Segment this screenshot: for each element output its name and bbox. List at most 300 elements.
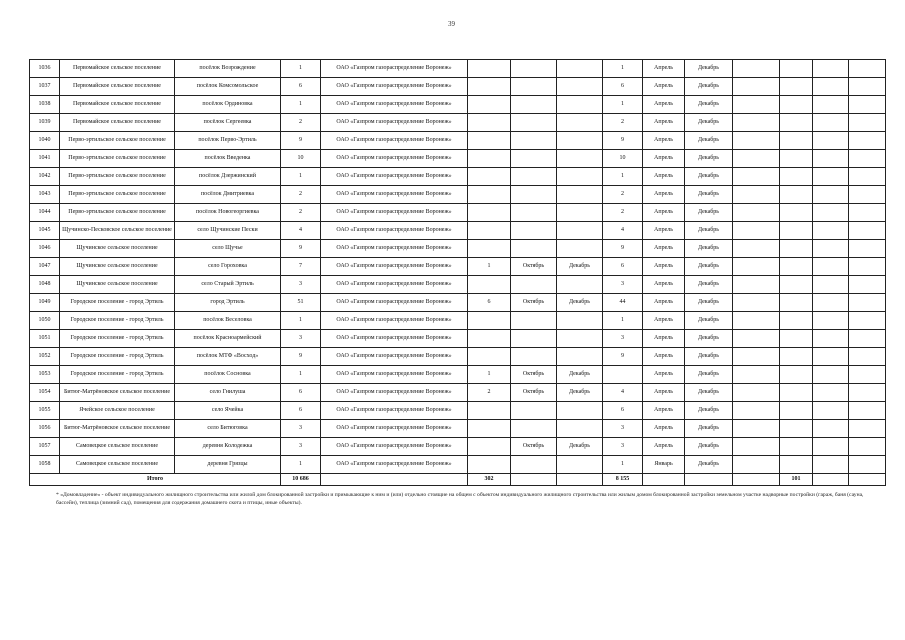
row-number: 1051 xyxy=(30,330,60,348)
households-cell: 1 xyxy=(281,168,321,186)
stage1-end-cell xyxy=(557,456,603,474)
organization-cell: ОАО «Газпром газораспределение Воронеж» xyxy=(321,366,468,384)
organization-cell: ОАО «Газпром газораспределение Воронеж» xyxy=(321,150,468,168)
extra-cell xyxy=(733,456,780,474)
households-cell: 3 xyxy=(281,438,321,456)
stage1-count-cell xyxy=(468,114,511,132)
stage1-end-cell xyxy=(557,132,603,150)
page-number: 39 xyxy=(448,20,455,28)
table-row xyxy=(30,384,886,402)
extra-cell xyxy=(780,150,813,168)
extra-cell xyxy=(780,366,813,384)
stage2-end-cell: Декабрь xyxy=(685,96,733,114)
stage1-start-cell xyxy=(511,312,557,330)
extra-cell xyxy=(780,222,813,240)
extra-cell xyxy=(849,186,886,204)
organization-cell: ОАО «Газпром газораспределение Воронеж» xyxy=(321,312,468,330)
stage1-count-cell: 6 xyxy=(468,294,511,312)
households-cell: 7 xyxy=(281,258,321,276)
settlement-cell: Щучинское сельское поселение xyxy=(60,276,175,294)
extra-cell xyxy=(813,438,849,456)
stage1-end-cell xyxy=(557,150,603,168)
table-row xyxy=(30,456,886,474)
extra-cell xyxy=(849,258,886,276)
total-empty xyxy=(733,474,780,486)
households-cell: 2 xyxy=(281,114,321,132)
stage2-count-cell: 6 xyxy=(603,402,643,420)
stage2-count-cell: 1 xyxy=(603,312,643,330)
stage1-count-cell xyxy=(468,240,511,258)
stage2-start-cell: Апрель xyxy=(643,438,685,456)
table-row xyxy=(30,96,886,114)
extra-cell xyxy=(813,222,849,240)
row-number: 1046 xyxy=(30,240,60,258)
households-cell: 1 xyxy=(281,96,321,114)
stage1-count-cell xyxy=(468,168,511,186)
locality-cell: село Щучье xyxy=(175,240,281,258)
stage2-count-cell xyxy=(603,366,643,384)
stage1-count-cell xyxy=(468,96,511,114)
row-number: 1049 xyxy=(30,294,60,312)
total-empty xyxy=(643,474,685,486)
extra-cell xyxy=(780,402,813,420)
extra-cell xyxy=(849,294,886,312)
extra-cell xyxy=(849,384,886,402)
households-cell: 3 xyxy=(281,420,321,438)
extra-cell xyxy=(780,348,813,366)
stage2-start-cell: Апрель xyxy=(643,186,685,204)
stage1-count-cell xyxy=(468,420,511,438)
stage1-count-cell xyxy=(468,348,511,366)
organization-cell: ОАО «Газпром газораспределение Воронеж» xyxy=(321,330,468,348)
stage2-count-cell: 1 xyxy=(603,456,643,474)
stage1-count-cell xyxy=(468,438,511,456)
extra-cell xyxy=(849,114,886,132)
stage1-end-cell xyxy=(557,222,603,240)
locality-cell: село Щучинские Пески xyxy=(175,222,281,240)
extra-cell xyxy=(733,168,780,186)
table-row xyxy=(30,168,886,186)
extra-cell xyxy=(733,438,780,456)
organization-cell: ОАО «Газпром газораспределение Воронеж» xyxy=(321,222,468,240)
stage2-start-cell: Апрель xyxy=(643,258,685,276)
settlement-cell: Городское поселение - город Эртиль xyxy=(60,348,175,366)
extra-cell xyxy=(733,420,780,438)
row-number: 1054 xyxy=(30,384,60,402)
locality-cell: посёлок Дзержинский xyxy=(175,168,281,186)
extra-cell xyxy=(780,312,813,330)
organization-cell: ОАО «Газпром газораспределение Воронеж» xyxy=(321,132,468,150)
extra-cell xyxy=(849,168,886,186)
extra-cell xyxy=(849,150,886,168)
row-number: 1038 xyxy=(30,96,60,114)
extra-cell xyxy=(813,402,849,420)
table-row xyxy=(30,240,886,258)
stage2-count-cell: 9 xyxy=(603,132,643,150)
stage1-count-cell xyxy=(468,276,511,294)
stage2-count-cell: 1 xyxy=(603,168,643,186)
row-number: 1055 xyxy=(30,402,60,420)
extra-cell xyxy=(813,186,849,204)
settlement-cell: Первомайское сельское поселение xyxy=(60,60,175,78)
households-cell: 9 xyxy=(281,240,321,258)
extra-cell xyxy=(733,222,780,240)
settlement-cell: Самовецкое сельское поселение xyxy=(60,438,175,456)
table-row xyxy=(30,420,886,438)
total-empty xyxy=(321,474,468,486)
households-cell: 2 xyxy=(281,204,321,222)
locality-cell: посёлок Ординовка xyxy=(175,96,281,114)
table-row xyxy=(30,258,886,276)
locality-cell: посёлок Веселовка xyxy=(175,312,281,330)
stage1-end-cell xyxy=(557,330,603,348)
extra-cell xyxy=(849,276,886,294)
locality-cell: посёлок Дмитриевка xyxy=(175,186,281,204)
extra-cell xyxy=(849,96,886,114)
extra-cell xyxy=(849,420,886,438)
stage1-end-cell xyxy=(557,420,603,438)
stage2-end-cell: Декабрь xyxy=(685,168,733,186)
stage2-end-cell: Декабрь xyxy=(685,348,733,366)
households-cell: 10 xyxy=(281,150,321,168)
row-number: 1037 xyxy=(30,78,60,96)
extra-cell xyxy=(780,258,813,276)
stage1-end-cell xyxy=(557,348,603,366)
table-row xyxy=(30,114,886,132)
extra-cell xyxy=(733,132,780,150)
stage1-count-cell xyxy=(468,222,511,240)
organization-cell: ОАО «Газпром газораспределение Воронеж» xyxy=(321,294,468,312)
stage2-start-cell: Апрель xyxy=(643,420,685,438)
stage2-start-cell: Апрель xyxy=(643,294,685,312)
stage1-end-cell xyxy=(557,168,603,186)
locality-cell: посёлок Комсомольское xyxy=(175,78,281,96)
stage2-start-cell: Апрель xyxy=(643,150,685,168)
settlement-cell: Городское поселение - город Эртиль xyxy=(60,366,175,384)
stage1-end-cell xyxy=(557,96,603,114)
table-row xyxy=(30,276,886,294)
stage2-start-cell: Апрель xyxy=(643,204,685,222)
settlement-cell: Щучинское сельское поселение xyxy=(60,240,175,258)
stage1-start-cell xyxy=(511,402,557,420)
locality-cell: село Битюговка xyxy=(175,420,281,438)
table-row xyxy=(30,132,886,150)
stage1-start-cell xyxy=(511,420,557,438)
settlement-cell: Щучинско-Песковское сельское поселение xyxy=(60,222,175,240)
extra-cell xyxy=(733,78,780,96)
total-row xyxy=(30,474,886,486)
extra-cell xyxy=(733,402,780,420)
extra-cell xyxy=(733,150,780,168)
settlement-cell: Ячейское сельское поселение xyxy=(60,402,175,420)
stage2-count-cell: 1 xyxy=(603,96,643,114)
extra-cell xyxy=(813,384,849,402)
locality-cell: город Эртиль xyxy=(175,294,281,312)
extra-cell xyxy=(733,312,780,330)
row-number: 1045 xyxy=(30,222,60,240)
table-row xyxy=(30,366,886,384)
extra-cell xyxy=(813,240,849,258)
total-empty xyxy=(557,474,603,486)
stage1-end-cell: Декабрь xyxy=(557,438,603,456)
extra-cell xyxy=(733,114,780,132)
settlement-cell: Городское поселение - город Эртиль xyxy=(60,294,175,312)
stage2-end-cell: Декабрь xyxy=(685,384,733,402)
organization-cell: ОАО «Газпром газораспределение Воронеж» xyxy=(321,204,468,222)
settlement-cell: Перво-эртильское сельское поселение xyxy=(60,168,175,186)
settlement-cell: Перво-эртильское сельское поселение xyxy=(60,150,175,168)
row-number: 1042 xyxy=(30,168,60,186)
extra-cell xyxy=(813,258,849,276)
stage2-count-cell: 9 xyxy=(603,348,643,366)
total-empty xyxy=(511,474,557,486)
table-row xyxy=(30,402,886,420)
stage2-end-cell: Декабрь xyxy=(685,150,733,168)
stage1-end-cell: Декабрь xyxy=(557,294,603,312)
extra-cell xyxy=(849,330,886,348)
stage2-count-cell: 3 xyxy=(603,276,643,294)
stage1-start-cell xyxy=(511,114,557,132)
stage2-start-cell: Апрель xyxy=(643,96,685,114)
stage2-end-cell: Декабрь xyxy=(685,204,733,222)
extra-cell xyxy=(780,114,813,132)
extra-cell xyxy=(813,96,849,114)
stage2-start-cell: Апрель xyxy=(643,402,685,420)
stage1-start-cell xyxy=(511,330,557,348)
stage1-count-cell xyxy=(468,186,511,204)
organization-cell: ОАО «Газпром газораспределение Воронеж» xyxy=(321,348,468,366)
stage1-end-cell xyxy=(557,114,603,132)
organization-cell: ОАО «Газпром газораспределение Воронеж» xyxy=(321,258,468,276)
stage2-end-cell: Декабрь xyxy=(685,78,733,96)
table-row xyxy=(30,78,886,96)
stage2-end-cell: Декабрь xyxy=(685,132,733,150)
stage1-start-cell xyxy=(511,348,557,366)
stage2-start-cell: Апрель xyxy=(643,60,685,78)
extra-cell xyxy=(733,186,780,204)
stage2-count-cell: 6 xyxy=(603,258,643,276)
stage1-count-cell xyxy=(468,456,511,474)
organization-cell: ОАО «Газпром газораспределение Воронеж» xyxy=(321,168,468,186)
locality-cell: деревня Грязцы xyxy=(175,456,281,474)
row-number: 1040 xyxy=(30,132,60,150)
stage1-start-cell xyxy=(511,276,557,294)
stage2-end-cell: Декабрь xyxy=(685,114,733,132)
organization-cell: ОАО «Газпром газораспределение Воронеж» xyxy=(321,438,468,456)
organization-cell: ОАО «Газпром газораспределение Воронеж» xyxy=(321,420,468,438)
stage2-end-cell: Декабрь xyxy=(685,60,733,78)
row-number: 1039 xyxy=(30,114,60,132)
extra-cell xyxy=(849,456,886,474)
extra-cell xyxy=(780,420,813,438)
stage1-end-cell: Декабрь xyxy=(557,258,603,276)
stage2-end-cell: Декабрь xyxy=(685,294,733,312)
stage1-start-cell xyxy=(511,78,557,96)
stage2-start-cell: Апрель xyxy=(643,384,685,402)
settlement-cell: Перво-эртильское сельское поселение xyxy=(60,132,175,150)
extra-cell xyxy=(849,60,886,78)
stage2-count-cell: 4 xyxy=(603,384,643,402)
households-cell: 9 xyxy=(281,348,321,366)
row-number: 1041 xyxy=(30,150,60,168)
extra-cell xyxy=(780,168,813,186)
stage2-start-cell: Апрель xyxy=(643,312,685,330)
stage2-end-cell: Декабрь xyxy=(685,402,733,420)
table-row xyxy=(30,186,886,204)
stage1-start-cell xyxy=(511,240,557,258)
households-cell: 9 xyxy=(281,132,321,150)
locality-cell: посёлок Новогеоргиевка xyxy=(175,204,281,222)
stage1-start-cell xyxy=(511,222,557,240)
households-cell: 6 xyxy=(281,78,321,96)
stage1-end-cell xyxy=(557,276,603,294)
table-row xyxy=(30,204,886,222)
row-number: 1044 xyxy=(30,204,60,222)
stage1-end-cell xyxy=(557,186,603,204)
stage1-count-cell xyxy=(468,312,511,330)
stage1-count-cell xyxy=(468,330,511,348)
extra-cell xyxy=(780,78,813,96)
stage2-start-cell: Апрель xyxy=(643,276,685,294)
stage2-start-cell: Апрель xyxy=(643,114,685,132)
stage2-count-cell: 10 xyxy=(603,150,643,168)
extra-cell xyxy=(813,348,849,366)
households-cell: 3 xyxy=(281,330,321,348)
stage1-start-cell: Октябрь xyxy=(511,366,557,384)
settlement-cell: Городское поселение - город Эртиль xyxy=(60,312,175,330)
stage1-count-cell xyxy=(468,402,511,420)
extra-cell xyxy=(780,276,813,294)
extra-cell xyxy=(849,438,886,456)
row-number: 1043 xyxy=(30,186,60,204)
stage2-start-cell: Апрель xyxy=(643,132,685,150)
table-row xyxy=(30,294,886,312)
footnote: * «Домовладение» - объект индивидуального жилищного строительства или жилой дом блокированной застройки и примыкающие к ним и (или) отдельно стоящие на общем с объектом индивидуального жилищного строительства или жилым домом блокированной застройки земельном участке надворные постройки (гараж, баня (сауна, бассейн), теплица (зимний сад), помещения для содержания домашнего скота и птицы, иные объекты). xyxy=(56,492,864,506)
row-number: 1047 xyxy=(30,258,60,276)
stage2-count-cell: 44 xyxy=(603,294,643,312)
stage2-count-cell: 4 xyxy=(603,222,643,240)
row-number: 1053 xyxy=(30,366,60,384)
row-number: 1050 xyxy=(30,312,60,330)
stage1-count-cell xyxy=(468,132,511,150)
total-empty xyxy=(813,474,849,486)
settlement-cell: Битюг-Матрёновское сельское поселение xyxy=(60,420,175,438)
extra-cell xyxy=(813,150,849,168)
stage2-count-cell: 2 xyxy=(603,204,643,222)
row-number: 1048 xyxy=(30,276,60,294)
extra-cell xyxy=(813,204,849,222)
extra-cell xyxy=(733,60,780,78)
table-row xyxy=(30,60,886,78)
households-cell: 1 xyxy=(281,456,321,474)
extra-cell xyxy=(733,384,780,402)
extra-cell xyxy=(813,330,849,348)
extra-cell xyxy=(813,312,849,330)
total-stage1: 302 xyxy=(468,474,511,486)
extra-cell xyxy=(813,276,849,294)
stage2-start-cell: Апрель xyxy=(643,240,685,258)
extra-cell xyxy=(849,222,886,240)
total-label: Итого xyxy=(30,474,281,486)
stage1-count-cell xyxy=(468,78,511,96)
locality-cell: деревня Колодежка xyxy=(175,438,281,456)
households-cell: 1 xyxy=(281,60,321,78)
stage2-end-cell: Декабрь xyxy=(685,222,733,240)
stage2-start-cell: Январь xyxy=(643,456,685,474)
table-row xyxy=(30,348,886,366)
table-row xyxy=(30,438,886,456)
extra-cell xyxy=(849,78,886,96)
stage1-end-cell xyxy=(557,240,603,258)
stage2-end-cell: Декабрь xyxy=(685,258,733,276)
extra-cell xyxy=(780,132,813,150)
stage1-start-cell xyxy=(511,168,557,186)
stage2-count-cell: 1 xyxy=(603,60,643,78)
extra-cell xyxy=(733,348,780,366)
locality-cell: село Гороховка xyxy=(175,258,281,276)
total-stage2: 8 155 xyxy=(603,474,643,486)
row-number: 1052 xyxy=(30,348,60,366)
households-cell: 3 xyxy=(281,276,321,294)
extra-cell xyxy=(733,240,780,258)
organization-cell: ОАО «Газпром газораспределение Воронеж» xyxy=(321,384,468,402)
settlement-cell: Перво-эртильское сельское поселение xyxy=(60,186,175,204)
total-empty xyxy=(685,474,733,486)
stage1-end-cell xyxy=(557,204,603,222)
extra-cell xyxy=(813,78,849,96)
extra-cell xyxy=(780,438,813,456)
settlement-cell: Битюг-Матрёновское сельское поселение xyxy=(60,384,175,402)
organization-cell: ОАО «Газпром газораспределение Воронеж» xyxy=(321,402,468,420)
settlement-cell: Щучинское сельское поселение xyxy=(60,258,175,276)
organization-cell: ОАО «Газпром газораспределение Воронеж» xyxy=(321,456,468,474)
extra-cell xyxy=(813,294,849,312)
extra-cell xyxy=(849,312,886,330)
total-empty xyxy=(849,474,886,486)
total-stage3: 101 xyxy=(780,474,813,486)
stage2-start-cell: Апрель xyxy=(643,366,685,384)
extra-cell xyxy=(849,348,886,366)
organization-cell: ОАО «Газпром газораспределение Воронеж» xyxy=(321,114,468,132)
households-cell: 4 xyxy=(281,222,321,240)
stage1-count-cell: 2 xyxy=(468,384,511,402)
locality-cell: село Гнилуша xyxy=(175,384,281,402)
households-cell: 2 xyxy=(281,186,321,204)
stage2-start-cell: Апрель xyxy=(643,330,685,348)
extra-cell xyxy=(813,420,849,438)
households-cell: 1 xyxy=(281,312,321,330)
extra-cell xyxy=(733,294,780,312)
organization-cell: ОАО «Газпром газораспределение Воронеж» xyxy=(321,276,468,294)
stage2-start-cell: Апрель xyxy=(643,222,685,240)
extra-cell xyxy=(780,330,813,348)
extra-cell xyxy=(780,294,813,312)
locality-cell: посёлок Сергеевка xyxy=(175,114,281,132)
extra-cell xyxy=(813,456,849,474)
households-cell: 6 xyxy=(281,384,321,402)
settlement-cell: Самовецкое сельское поселение xyxy=(60,456,175,474)
gasification-table xyxy=(29,59,886,486)
stage1-start-cell xyxy=(511,204,557,222)
extra-cell xyxy=(733,204,780,222)
stage2-end-cell: Декабрь xyxy=(685,240,733,258)
stage1-end-cell xyxy=(557,78,603,96)
extra-cell xyxy=(733,258,780,276)
stage2-end-cell: Декабрь xyxy=(685,366,733,384)
stage1-count-cell xyxy=(468,150,511,168)
extra-cell xyxy=(813,366,849,384)
households-cell: 51 xyxy=(281,294,321,312)
